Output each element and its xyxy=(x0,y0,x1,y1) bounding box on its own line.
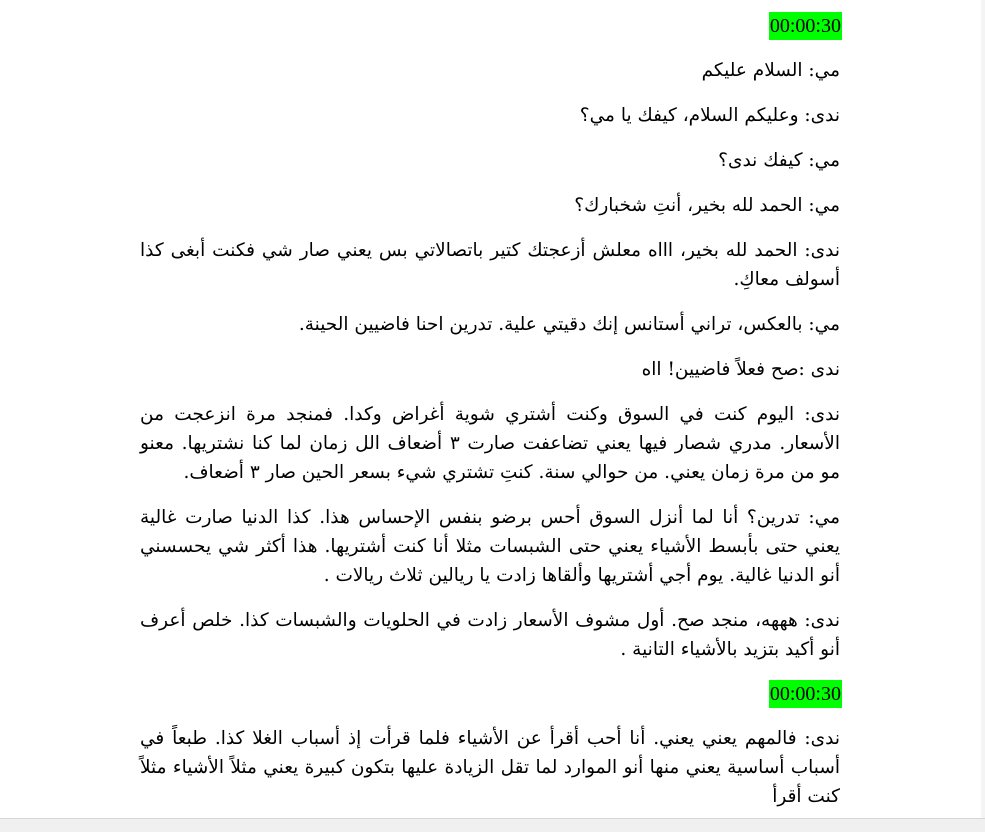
dialogue-line: ندى: الحمد لله بخير، اااه معلش أزعجتك كتير باتصالاتي بس يعني صار شي فكنت أبغى كذا أسولف معاكِ. xyxy=(140,240,840,290)
timestamp-highlight: 00:00:30 xyxy=(769,12,842,40)
document-body xyxy=(140,12,842,827)
dialogue-line: ندى: اليوم كنت في السوق وكنت أشتري شوية أغراض وكدا. فمنجد مرة انزعجت من الأسعار. مدري شصار فيها يعني تضاعفت صارت ٣ أضعاف الل زمان لما كنا نشتريها. معنو مو من مرة زمان يعني. من حوالي سنة. كنتِ تشتري شيء بسعر الحين صار ٣ أضعاف. xyxy=(140,404,840,483)
dialogue-line: مي: كيفك ندى؟ xyxy=(718,150,840,171)
dialogue-line: مي: تدرين؟ أنا لما أنزل السوق أحس برضو بنفس الإحساس هذا. كذا الدنيا صارت غالية يعني حتى بأبسط الأشياء يعني حتى الشبسات مثلا أنا كنت أشتريها. هذا أكثر شي يحسسني أنو الدنيا غالية. يوم أجي أشتريها وألقاها زادت يا ريالين ثلاث ريالات . xyxy=(140,507,840,586)
timestamp-row xyxy=(140,12,842,42)
vertical-scroll-edge[interactable] xyxy=(981,0,985,832)
horizontal-scroll-edge[interactable] xyxy=(0,818,985,832)
dialogue-line: مي: الحمد لله بخير، أنتِ شخبارك؟ xyxy=(574,195,840,216)
dialogue-line: ندى: وعليكم السلام، كيفك يا مي؟ xyxy=(579,105,840,126)
dialogue-line: ندى: فالمهم يعني يعني. أنا أحب أقرأ عن الأشياء فلما قرأت إذ أسباب الغلا كذا. طبعاً في أسباب أساسية يعني منها أنو الموارد لما تقل الزيادة عليها بتكون كبيرة يعني مثلاً الأشياء مثلاً كنت أقرأ xyxy=(140,728,840,807)
timestamp-highlight: 00:00:30 xyxy=(769,680,842,708)
dialogue-line: ندى :صح فعلاً فاضيين! ااه xyxy=(641,359,840,380)
dialogue-line: ندى: هههه، منجد صح. أول مشوف الأسعار زادت في الحلويات والشبسات كذا. خلص أعرف أنو أكيد بتزيد بالأشياء التانية . xyxy=(140,610,840,660)
dialogue-line: مي: بالعكس، تراني أستانس إنك دقيتي علية. تدرين احنا فاضيين الحينة. xyxy=(298,314,840,335)
timestamp-row xyxy=(140,680,842,710)
dialogue-line: مي: السلام عليكم xyxy=(701,60,840,81)
